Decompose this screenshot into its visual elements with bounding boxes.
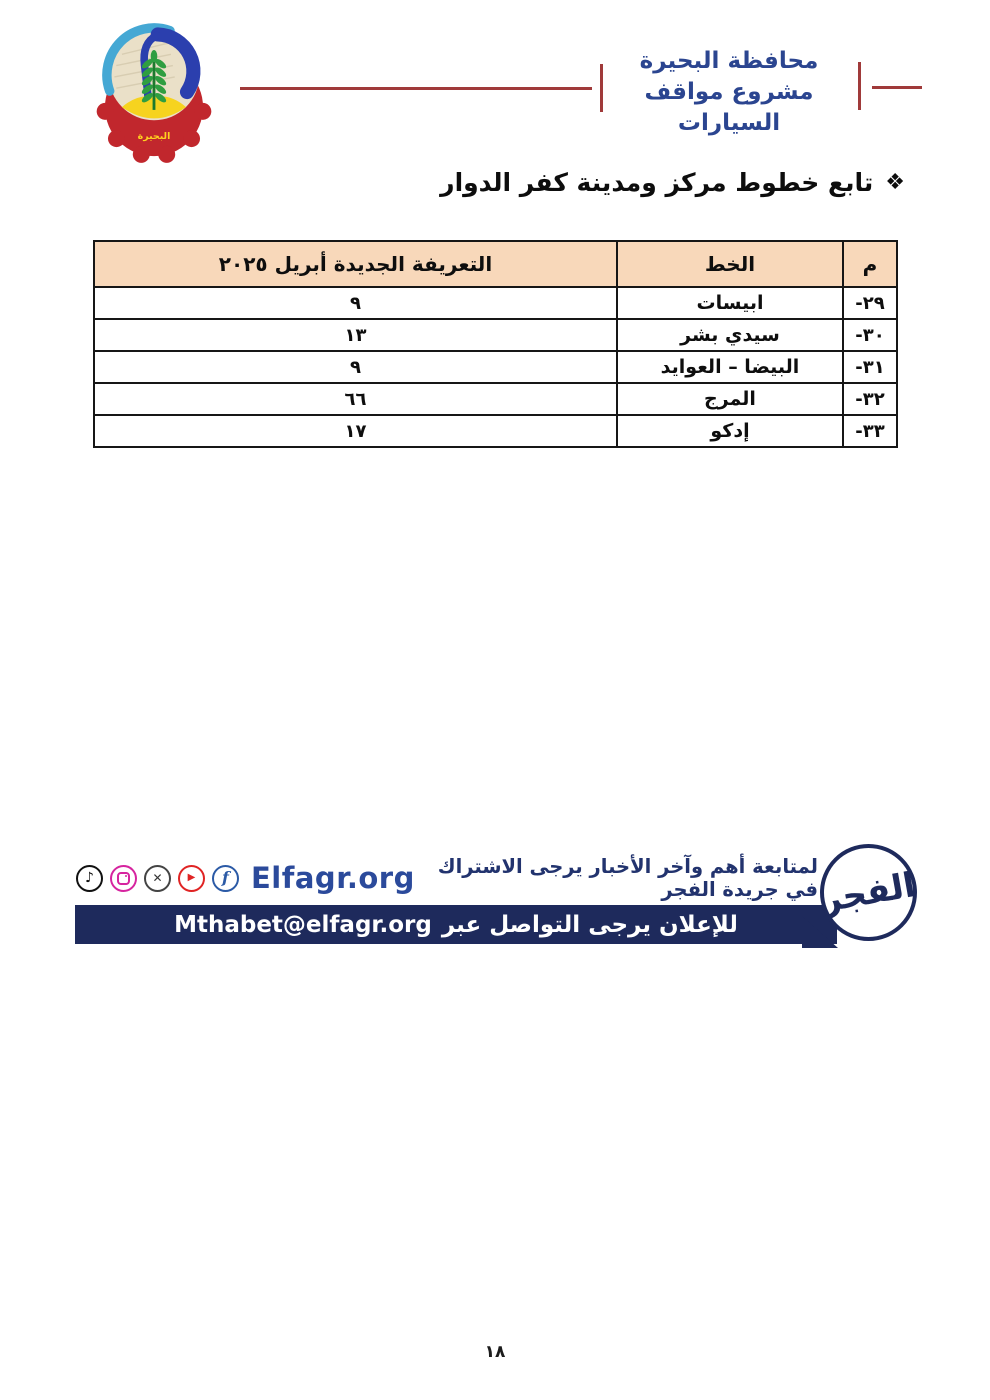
row-num: ٣٢- (843, 383, 897, 415)
tiktok-icon[interactable]: ♪ (76, 865, 103, 892)
svg-text:البحيرة: البحيرة (137, 131, 171, 143)
section-title-text: تابع خطوط مركز ومدينة كفر الدوار (440, 168, 874, 197)
subscribe-text: لمتابعة أهم وآخر الأخبار يرجى الاشتراك في جريدة الفجر (437, 855, 818, 901)
row-line: سيدي بشر (617, 319, 843, 351)
row-tariff: ٩ (94, 351, 617, 383)
governorate-logo (88, 20, 220, 164)
row-tariff: ١٧ (94, 415, 617, 447)
row-num: ٢٩- (843, 287, 897, 319)
row-num: ٣٠- (843, 319, 897, 351)
social-icons (76, 865, 239, 892)
elfagr-logo (820, 844, 917, 941)
footer-subscribe-row (76, 856, 818, 900)
youtube-icon[interactable]: ▶ (178, 865, 205, 892)
row-tariff: ٩ (94, 287, 617, 319)
contact-email-link[interactable]: Mthabet@elfagr.org (174, 911, 432, 938)
org-name: محافظة البحيرة (639, 48, 819, 74)
table-row (94, 351, 897, 383)
table-row (94, 415, 897, 447)
diamond-bullet-icon: ❖ (885, 170, 905, 195)
facebook-icon[interactable]: f (212, 865, 239, 892)
header-bar-left (600, 64, 603, 112)
col-header-tariff: التعريفة الجديدة أبريل ٢٠٢٥ (94, 241, 617, 287)
col-header-num: م (843, 241, 897, 287)
elfagr-logo-text: الفجر (818, 864, 919, 921)
table-row (94, 383, 897, 415)
row-num: ٣٣- (843, 415, 897, 447)
tariff-table (93, 240, 898, 448)
page-number: ١٨ (484, 1342, 506, 1362)
banner-text: للإعلان يرجى التواصل عبر (441, 911, 738, 938)
table-row (94, 319, 897, 351)
table-header-row (94, 241, 897, 287)
instagram-icon[interactable] (110, 865, 137, 892)
advertising-banner (75, 905, 837, 944)
col-header-line: الخط (617, 241, 843, 287)
org-project: مشروع مواقف السيارات (644, 79, 814, 137)
header-rule-left (240, 87, 592, 90)
row-line: المرج (617, 383, 843, 415)
row-tariff: ١٣ (94, 319, 617, 351)
section-title (440, 168, 905, 197)
site-link[interactable]: Elfagr.org (251, 861, 415, 895)
governorate-emblem-icon (88, 20, 220, 164)
header-org-block (604, 46, 854, 139)
header-bar-right (858, 62, 861, 110)
row-tariff: ٦٦ (94, 383, 617, 415)
x-icon[interactable]: ✕ (144, 865, 171, 892)
header-rule-right (872, 86, 922, 89)
row-num: ٣١- (843, 351, 897, 383)
table-row (94, 287, 897, 319)
row-line: إدكو (617, 415, 843, 447)
row-line: البيضا – العوايد (617, 351, 843, 383)
row-line: ابيسات (617, 287, 843, 319)
